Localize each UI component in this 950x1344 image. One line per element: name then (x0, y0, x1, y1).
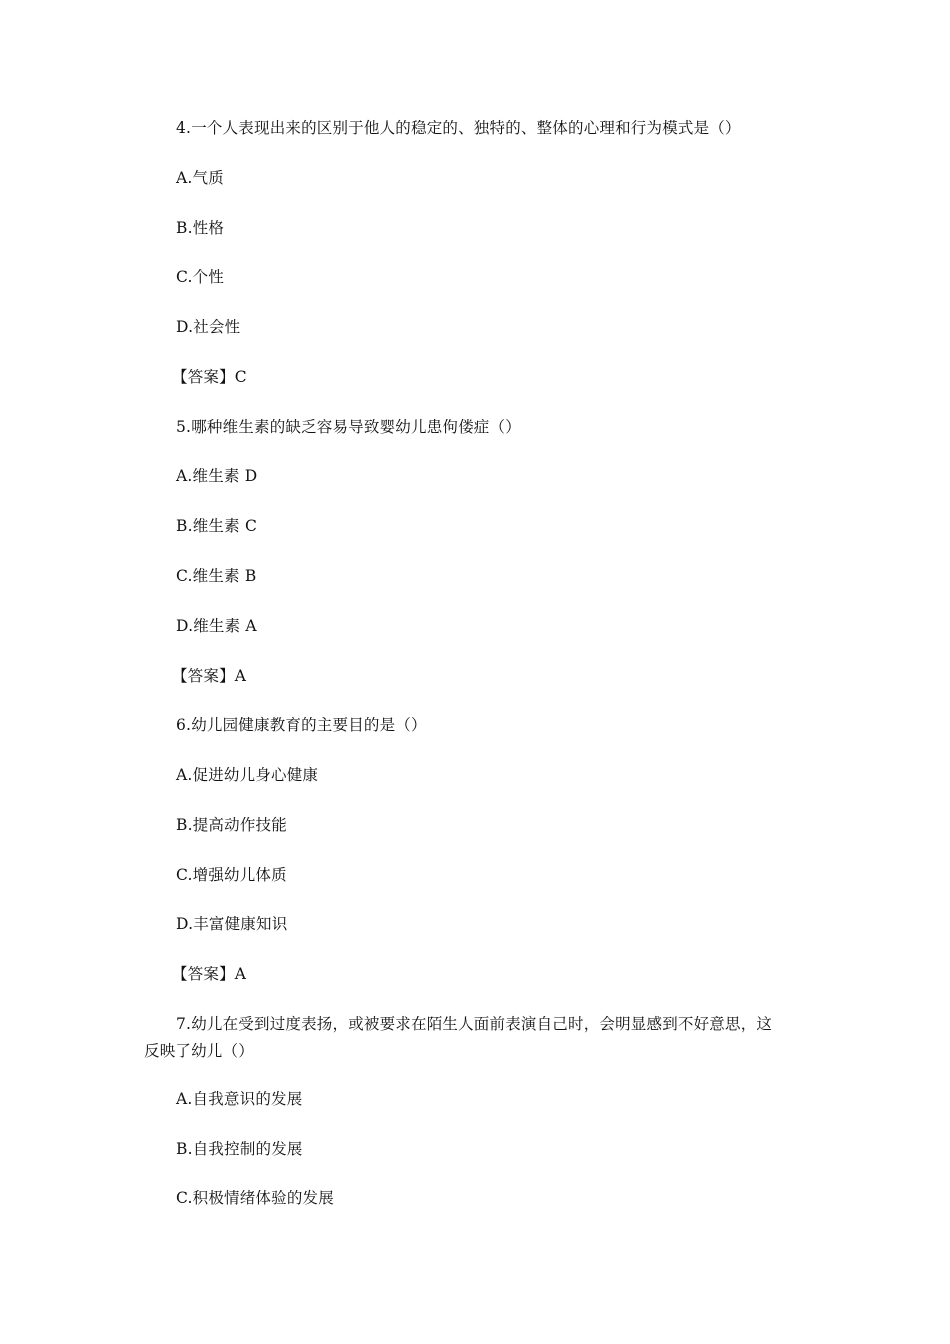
question-5-option-d: D.维生素 A (176, 617, 257, 635)
question-5-option-c: C.维生素 B (176, 567, 257, 585)
question-4-option-a: A.气质 (176, 169, 224, 187)
question-6-option-c: C.增强幼儿体质 (176, 866, 287, 884)
question-6-answer: 【答案】A (172, 965, 247, 983)
question-6-option-a: A.促进幼儿身心健康 (176, 766, 319, 784)
question-4-stem: 4.一个人表现出来的区别于他人的稳定的、独特的、整体的心理和行为模式是（） (176, 119, 741, 137)
question-5-option-b: B.维生素 C (176, 517, 258, 535)
question-4-option-b: B.性格 (176, 219, 225, 237)
question-6-option-b: B.提高动作技能 (176, 816, 287, 834)
question-5-stem: 5.哪种维生素的缺乏容易导致婴幼儿患佝偻症（） (176, 418, 521, 436)
question-4-option-c: C.个性 (176, 268, 225, 286)
question-6-stem: 6.幼儿园健康教育的主要目的是（） (176, 716, 427, 734)
question-7-option-c: C.积极情绪体验的发展 (176, 1189, 334, 1207)
question-4-answer: 【答案】C (172, 368, 247, 386)
question-7-option-b: B.自我控制的发展 (176, 1140, 303, 1158)
question-7-option-a: A.自我意识的发展 (176, 1090, 303, 1108)
question-5-option-a: A.维生素 D (176, 467, 258, 485)
question-7-stem-line-2: 反映了幼儿（） (144, 1042, 254, 1060)
question-4-option-d: D.社会性 (176, 318, 241, 336)
question-7-stem-line-1: 7.幼儿在受到过度表扬，或被要求在陌生人面前表演自己时，会明显感到不好意思，这 (176, 1015, 773, 1033)
question-6-option-d: D.丰富健康知识 (176, 915, 288, 933)
question-5-answer: 【答案】A (172, 667, 247, 685)
